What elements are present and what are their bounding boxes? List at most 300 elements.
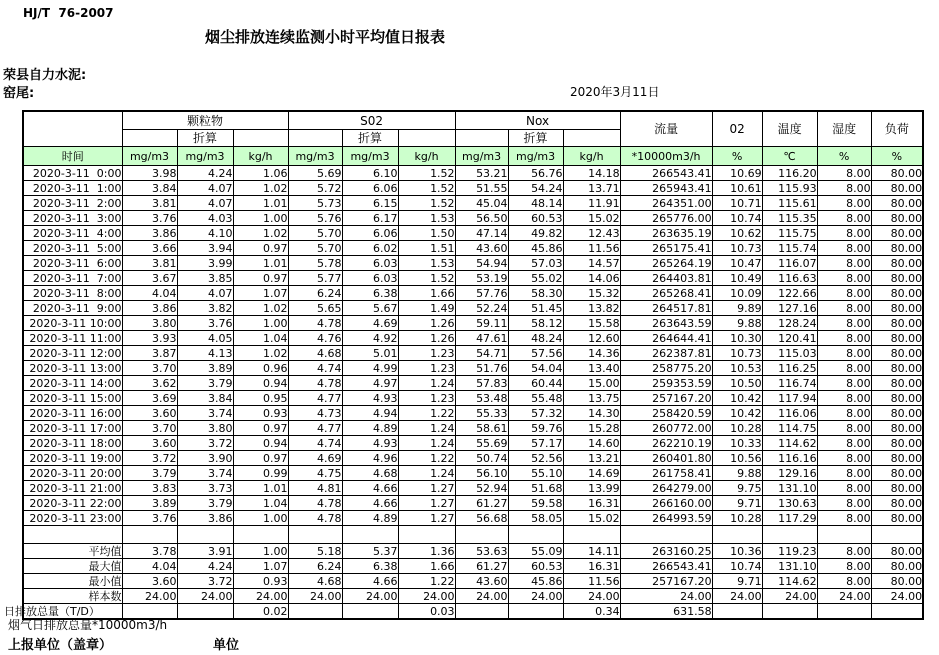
subheader-converted-so2: 折算: [342, 130, 398, 147]
value-cell: 3.79: [177, 496, 233, 511]
value-cell: [288, 604, 342, 620]
value-cell: 14.69: [563, 466, 620, 481]
value-cell: 114.75: [762, 421, 817, 436]
table-row: [23, 241, 923, 256]
value-cell: 264517.81: [620, 301, 712, 316]
table-row: [23, 346, 923, 361]
value-cell: 15.02: [563, 511, 620, 526]
value-cell: 53.48: [455, 391, 508, 406]
value-cell: 265175.41: [620, 241, 712, 256]
spacer-body: [23, 526, 923, 544]
value-cell: 24.00: [620, 589, 712, 604]
unit-cell: kg/h: [398, 147, 455, 166]
value-cell: 1.24: [398, 376, 455, 391]
value-cell: 5.37: [342, 544, 398, 559]
value-cell: 8.00: [817, 181, 871, 196]
value-cell: 4.04: [122, 559, 177, 574]
blank-subheader: [233, 130, 288, 147]
value-cell: 5.73: [288, 196, 342, 211]
value-cell: 8.00: [817, 196, 871, 211]
value-cell: 4.66: [342, 574, 398, 589]
value-cell: 14.57: [563, 256, 620, 271]
value-cell: 6.03: [342, 256, 398, 271]
value-cell: 129.16: [762, 466, 817, 481]
value-cell: 80.00: [871, 496, 923, 511]
value-cell: 80.00: [871, 376, 923, 391]
value-cell: 80.00: [871, 391, 923, 406]
value-cell: 55.02: [508, 271, 563, 286]
value-cell: 3.83: [122, 481, 177, 496]
value-cell: 1.52: [398, 166, 455, 181]
value-cell: 115.75: [762, 226, 817, 241]
unit-cell: kg/h: [233, 147, 288, 166]
value-cell: 4.78: [288, 376, 342, 391]
value-cell: 53.19: [455, 271, 508, 286]
value-cell: 59.58: [508, 496, 563, 511]
corner-cell: [23, 111, 122, 147]
value-cell: 10.62: [712, 226, 762, 241]
value-cell: [342, 604, 398, 620]
value-cell: 4.04: [122, 286, 177, 301]
value-cell: 58.61: [455, 421, 508, 436]
value-cell: 1.53: [398, 256, 455, 271]
value-cell: 10.36: [712, 544, 762, 559]
value-cell: 3.76: [177, 316, 233, 331]
value-cell: 4.77: [288, 421, 342, 436]
value-cell: 51.76: [455, 361, 508, 376]
value-cell: 4.93: [342, 436, 398, 451]
value-cell: 8.00: [817, 544, 871, 559]
value-cell: 10.42: [712, 406, 762, 421]
value-cell: 9.88: [712, 466, 762, 481]
value-cell: 5.78: [288, 256, 342, 271]
value-cell: 24.00: [563, 589, 620, 604]
blank-cell: [342, 526, 398, 544]
value-cell: 10.61: [712, 181, 762, 196]
value-cell: 47.14: [455, 226, 508, 241]
value-cell: 1.22: [398, 451, 455, 466]
value-cell: 1.00: [233, 511, 288, 526]
value-cell: 4.24: [177, 559, 233, 574]
value-cell: 3.93: [122, 331, 177, 346]
value-cell: 0.34: [563, 604, 620, 620]
blank-cell: [620, 526, 712, 544]
value-cell: 60.44: [508, 376, 563, 391]
value-cell: 4.76: [288, 331, 342, 346]
value-cell: 8.00: [817, 241, 871, 256]
value-cell: 6.24: [288, 559, 342, 574]
value-cell: 258775.20: [620, 361, 712, 376]
value-cell: 5.70: [288, 226, 342, 241]
value-cell: [712, 604, 762, 620]
value-cell: 3.89: [177, 361, 233, 376]
col-header-humidity: 湿度: [817, 111, 871, 147]
value-cell: 3.73: [177, 481, 233, 496]
value-cell: 10.47: [712, 256, 762, 271]
unit-cell: ℃: [762, 147, 817, 166]
table-row: [23, 511, 923, 526]
value-cell: 8.00: [817, 301, 871, 316]
unit-cell: mg/m3: [288, 147, 342, 166]
value-cell: 1.04: [233, 496, 288, 511]
time-cell: 2020-3-11 15:00: [23, 391, 122, 406]
value-cell: 3.72: [177, 574, 233, 589]
value-cell: 266543.41: [620, 559, 712, 574]
value-cell: 56.76: [508, 166, 563, 181]
value-cell: 14.11: [563, 544, 620, 559]
value-cell: 10.49: [712, 271, 762, 286]
value-cell: 116.25: [762, 361, 817, 376]
value-cell: 57.03: [508, 256, 563, 271]
value-cell: 80.00: [871, 241, 923, 256]
value-cell: 1.02: [233, 346, 288, 361]
blank-cell: [122, 526, 177, 544]
value-cell: 8.00: [817, 286, 871, 301]
value-cell: 61.27: [455, 496, 508, 511]
value-cell: 1.51: [398, 241, 455, 256]
value-cell: 3.91: [177, 544, 233, 559]
value-cell: 12.60: [563, 331, 620, 346]
value-cell: 48.24: [508, 331, 563, 346]
table-row: [23, 361, 923, 376]
value-cell: [508, 604, 563, 620]
value-cell: 80.00: [871, 466, 923, 481]
blank-cell: [23, 526, 122, 544]
value-cell: [455, 604, 508, 620]
value-cell: 16.31: [563, 559, 620, 574]
value-cell: 55.33: [455, 406, 508, 421]
value-cell: 1.00: [233, 316, 288, 331]
value-cell: 6.02: [342, 241, 398, 256]
value-cell: 131.10: [762, 559, 817, 574]
value-cell: 54.24: [508, 181, 563, 196]
time-cell: 2020-3-11 8:00: [23, 286, 122, 301]
blank-cell: [455, 526, 508, 544]
value-cell: 0.97: [233, 241, 288, 256]
blank-cell: [762, 526, 817, 544]
value-cell: 263635.19: [620, 226, 712, 241]
value-cell: 116.16: [762, 451, 817, 466]
value-cell: 80.00: [871, 406, 923, 421]
value-cell: 6.17: [342, 211, 398, 226]
value-cell: 3.76: [122, 511, 177, 526]
value-cell: 115.35: [762, 211, 817, 226]
value-cell: 4.89: [342, 511, 398, 526]
table-row: [23, 406, 923, 421]
time-cell: 2020-3-11 9:00: [23, 301, 122, 316]
blank-subheader: [288, 130, 342, 147]
value-cell: 5.18: [288, 544, 342, 559]
value-cell: 10.73: [712, 346, 762, 361]
value-cell: 119.23: [762, 544, 817, 559]
value-cell: 43.60: [455, 241, 508, 256]
value-cell: 52.56: [508, 451, 563, 466]
value-cell: 4.07: [177, 181, 233, 196]
value-cell: 11.91: [563, 196, 620, 211]
unit-label: 单位: [213, 638, 240, 653]
value-cell: 3.60: [122, 436, 177, 451]
spacer-row: [23, 526, 923, 544]
table-row: [23, 211, 923, 226]
value-cell: 24.00: [398, 589, 455, 604]
value-cell: 24.00: [122, 589, 177, 604]
value-cell: 6.38: [342, 559, 398, 574]
value-cell: 4.07: [177, 286, 233, 301]
value-cell: 127.16: [762, 301, 817, 316]
value-cell: 24.00: [871, 589, 923, 604]
value-cell: 8.00: [817, 316, 871, 331]
value-cell: 1.26: [398, 331, 455, 346]
value-cell: 3.99: [177, 256, 233, 271]
value-cell: 3.81: [122, 256, 177, 271]
table-row: [23, 391, 923, 406]
value-cell: 1.24: [398, 466, 455, 481]
value-cell: 0.03: [398, 604, 455, 620]
value-cell: 262210.19: [620, 436, 712, 451]
value-cell: 57.32: [508, 406, 563, 421]
subheader-converted-particulate: 折算: [177, 130, 233, 147]
value-cell: 9.88: [712, 316, 762, 331]
value-cell: 258420.59: [620, 406, 712, 421]
value-cell: 11.56: [563, 574, 620, 589]
time-cell: 2020-3-11 21:00: [23, 481, 122, 496]
value-cell: 0.99: [233, 466, 288, 481]
value-cell: 3.87: [122, 346, 177, 361]
value-cell: 1.07: [233, 559, 288, 574]
value-cell: 0.97: [233, 271, 288, 286]
value-cell: 24.00: [712, 589, 762, 604]
value-cell: 24.00: [455, 589, 508, 604]
summary-row: [23, 544, 923, 559]
value-cell: 8.00: [817, 376, 871, 391]
value-cell: 120.41: [762, 331, 817, 346]
daily-total-label: 日排放总量（T/D）: [4, 604, 100, 618]
value-cell: 15.32: [563, 286, 620, 301]
value-cell: 1.02: [233, 301, 288, 316]
unit-cell: kg/h: [563, 147, 620, 166]
value-cell: 264644.41: [620, 331, 712, 346]
time-cell: 2020-3-11 2:00: [23, 196, 122, 211]
value-cell: 9.89: [712, 301, 762, 316]
value-cell: 59.76: [508, 421, 563, 436]
value-cell: 56.68: [455, 511, 508, 526]
value-cell: 4.74: [288, 436, 342, 451]
value-cell: 260401.80: [620, 451, 712, 466]
blank-subheader: [398, 130, 455, 147]
table-row: [23, 421, 923, 436]
table-row: [23, 286, 923, 301]
value-cell: 260772.00: [620, 421, 712, 436]
value-cell: 4.74: [288, 361, 342, 376]
value-cell: 10.56: [712, 451, 762, 466]
value-cell: 0.94: [233, 436, 288, 451]
value-cell: 4.73: [288, 406, 342, 421]
time-cell: 2020-3-11 0:00: [23, 166, 122, 181]
value-cell: 1.52: [398, 181, 455, 196]
value-cell: 48.14: [508, 196, 563, 211]
blank-cell: [177, 526, 233, 544]
col-header-flow: 流量: [620, 111, 712, 147]
value-cell: 10.30: [712, 331, 762, 346]
value-cell: 265943.41: [620, 181, 712, 196]
value-cell: 116.06: [762, 406, 817, 421]
unit-cell: mg/m3: [455, 147, 508, 166]
value-cell: 1.23: [398, 361, 455, 376]
value-cell: 3.74: [177, 406, 233, 421]
value-cell: 114.62: [762, 436, 817, 451]
value-cell: 57.17: [508, 436, 563, 451]
standard-code: HJ/T 76-2007: [23, 6, 114, 20]
value-cell: 631.58: [620, 604, 712, 620]
value-cell: 59.11: [455, 316, 508, 331]
value-cell: 5.72: [288, 181, 342, 196]
value-cell: 4.68: [342, 466, 398, 481]
value-cell: 4.99: [342, 361, 398, 376]
value-cell: 8.00: [817, 391, 871, 406]
value-cell: 4.66: [342, 481, 398, 496]
value-cell: 116.07: [762, 256, 817, 271]
value-cell: 4.75: [288, 466, 342, 481]
value-cell: 117.94: [762, 391, 817, 406]
time-cell: 2020-3-11 14:00: [23, 376, 122, 391]
time-cell: 2020-3-11 16:00: [23, 406, 122, 421]
value-cell: 128.24: [762, 316, 817, 331]
value-cell: 3.98: [122, 166, 177, 181]
value-cell: 3.90: [177, 451, 233, 466]
value-cell: 4.13: [177, 346, 233, 361]
value-cell: 55.10: [508, 466, 563, 481]
table-header: [23, 111, 923, 166]
value-cell: 13.40: [563, 361, 620, 376]
value-cell: 80.00: [871, 256, 923, 271]
value-cell: 24.00: [508, 589, 563, 604]
value-cell: 6.06: [342, 181, 398, 196]
value-cell: 55.48: [508, 391, 563, 406]
value-cell: 3.79: [122, 466, 177, 481]
value-cell: 3.62: [122, 376, 177, 391]
value-cell: 1.36: [398, 544, 455, 559]
col-header-temp: 温度: [762, 111, 817, 147]
value-cell: 263160.25: [620, 544, 712, 559]
time-cell: 2020-3-11 23:00: [23, 511, 122, 526]
value-cell: 11.56: [563, 241, 620, 256]
value-cell: 1.24: [398, 436, 455, 451]
value-cell: 1.02: [233, 181, 288, 196]
value-cell: 61.27: [455, 559, 508, 574]
value-cell: 259353.59: [620, 376, 712, 391]
time-cell: 2020-3-11 10:00: [23, 316, 122, 331]
value-cell: 14.36: [563, 346, 620, 361]
time-cell: 2020-3-11 3:00: [23, 211, 122, 226]
value-cell: 9.71: [712, 574, 762, 589]
value-cell: 1.01: [233, 481, 288, 496]
blank-cell: [563, 526, 620, 544]
value-cell: 4.92: [342, 331, 398, 346]
value-cell: 4.24: [177, 166, 233, 181]
value-cell: 261758.41: [620, 466, 712, 481]
table-row: [23, 181, 923, 196]
value-cell: 3.89: [122, 496, 177, 511]
value-cell: 4.78: [288, 316, 342, 331]
value-cell: 4.78: [288, 496, 342, 511]
value-cell: 10.74: [712, 559, 762, 574]
time-cell: 2020-3-11 4:00: [23, 226, 122, 241]
time-cell: 2020-3-11 22:00: [23, 496, 122, 511]
time-cell: 2020-3-11 18:00: [23, 436, 122, 451]
value-cell: 8.00: [817, 331, 871, 346]
value-cell: 5.70: [288, 241, 342, 256]
value-cell: 1.27: [398, 496, 455, 511]
group-header-so2: S02: [288, 111, 455, 130]
value-cell: 10.28: [712, 511, 762, 526]
value-cell: 0.93: [233, 574, 288, 589]
unit-cell: mg/m3: [342, 147, 398, 166]
summary-label: 样本数: [23, 589, 122, 604]
blank-subheader: [122, 130, 177, 147]
value-cell: 263643.59: [620, 316, 712, 331]
col-header-load: 负荷: [871, 111, 923, 147]
value-cell: 52.94: [455, 481, 508, 496]
time-cell: 2020-3-11 20:00: [23, 466, 122, 481]
value-cell: 3.79: [177, 376, 233, 391]
value-cell: 3.67: [122, 271, 177, 286]
value-cell: 1.22: [398, 574, 455, 589]
value-cell: 1.06: [233, 166, 288, 181]
table-body: [23, 166, 923, 526]
value-cell: 8.00: [817, 361, 871, 376]
value-cell: 14.18: [563, 166, 620, 181]
report-date: 2020年3月11日: [570, 85, 660, 99]
value-cell: 4.68: [288, 574, 342, 589]
value-cell: 3.70: [122, 361, 177, 376]
value-cell: 1.01: [233, 256, 288, 271]
value-cell: 8.00: [817, 466, 871, 481]
value-cell: 54.71: [455, 346, 508, 361]
value-cell: 3.84: [122, 181, 177, 196]
value-cell: 3.69: [122, 391, 177, 406]
value-cell: 10.33: [712, 436, 762, 451]
value-cell: 264351.00: [620, 196, 712, 211]
blank-cell: [817, 526, 871, 544]
value-cell: 115.03: [762, 346, 817, 361]
value-cell: 4.97: [342, 376, 398, 391]
value-cell: 4.77: [288, 391, 342, 406]
value-cell: 8.00: [817, 211, 871, 226]
value-cell: 15.00: [563, 376, 620, 391]
table-row: [23, 451, 923, 466]
value-cell: 4.07: [177, 196, 233, 211]
value-cell: 80.00: [871, 361, 923, 376]
time-cell: 2020-3-11 6:00: [23, 256, 122, 271]
value-cell: 1.27: [398, 481, 455, 496]
value-cell: 4.69: [288, 451, 342, 466]
value-cell: 3.60: [122, 574, 177, 589]
value-cell: 1.00: [233, 544, 288, 559]
value-cell: 51.68: [508, 481, 563, 496]
group-header-particulate: 颗粒物: [122, 111, 288, 130]
value-cell: 1.04: [233, 331, 288, 346]
summary-label: 平均值: [23, 544, 122, 559]
value-cell: 57.76: [455, 286, 508, 301]
value-cell: 3.70: [122, 421, 177, 436]
table-row: [23, 226, 923, 241]
value-cell: 8.00: [817, 496, 871, 511]
value-cell: 5.77: [288, 271, 342, 286]
unit-cell: mg/m3: [508, 147, 563, 166]
value-cell: 10.28: [712, 421, 762, 436]
value-cell: 3.86: [122, 226, 177, 241]
value-cell: 8.00: [817, 226, 871, 241]
